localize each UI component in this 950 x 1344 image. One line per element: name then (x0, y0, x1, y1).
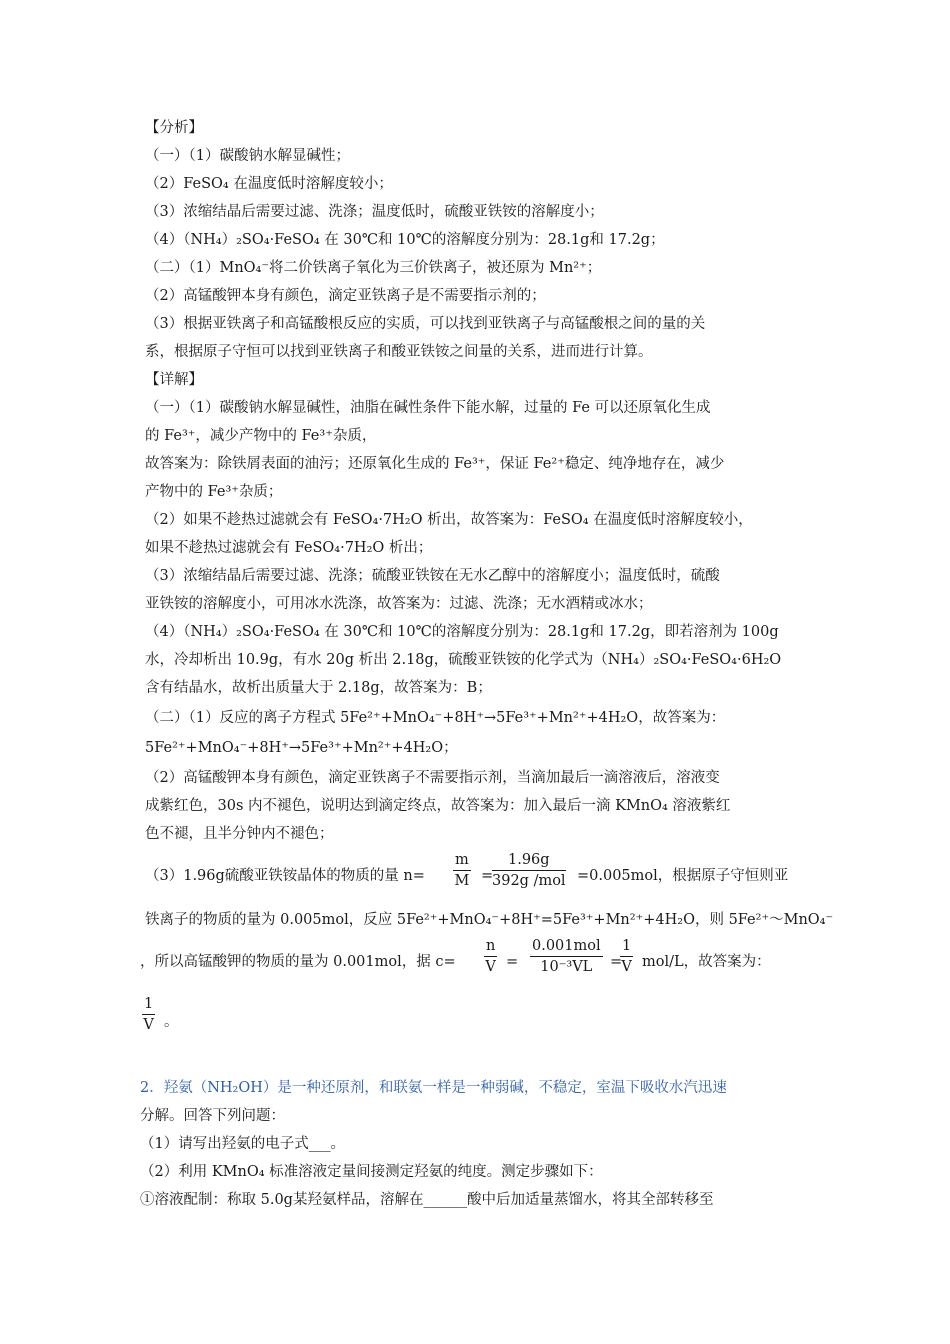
detail-line: （2）如果不趁热过滤就会有 FeSO₄·7H₂O 析出，故答案为：FeSO₄ 在温度低时溶解度较小， (145, 512, 753, 528)
analysis-line: （4）（NH₄）₂SO₄·FeSO₄ 在 30℃和 10℃的溶解度分别为：28.1g和 17.2g； (145, 232, 665, 248)
fraction-denominator: V (621, 959, 632, 975)
detail-line: （一）（1）碳酸钠水解显碱性，油脂在碱性条件下能水解，过量的 Fe 可以还原氧化生成 (145, 400, 711, 416)
question-2-line: ①溶液配制：称取 5.0g某羟氨样品，溶解在______酸中后加适量蒸馏水，将其全部转移至 (140, 1192, 714, 1208)
detail-line: mol/L，故答案为： (642, 954, 771, 970)
analysis-heading: 【分析】 (145, 120, 203, 136)
detail-line: 亚铁铵的溶解度小，可用冰水洗涤，故答案为：过滤、洗涤；无水酒精或冰水； (145, 596, 653, 612)
analysis-line: （3）根据亚铁离子和高锰酸根反应的实质，可以找到亚铁离子与高锰酸根之间的量的关 (145, 316, 706, 332)
fraction-denominator: M (454, 873, 470, 889)
detail-line: （4）（NH₄）₂SO₄·FeSO₄ 在 30℃和 10℃的溶解度分别为：28.1g和 17.2g，即若溶剂为 100g (145, 624, 779, 640)
fraction-denominator: V (485, 959, 496, 975)
analysis-line: （2）高锰酸钾本身有颜色，滴定亚铁离子是不需要指示剂的； (145, 288, 546, 304)
analysis-line: （2）FeSO₄ 在温度低时溶解度较小； (145, 176, 393, 192)
detail-line: 铁离子的物质的量为 0.005mol，反应 5Fe²⁺+MnO₄⁻+8H⁺=5Fe³⁺+Mn²⁺+4H₂O，则 5Fe²⁺～MnO₄⁻ (145, 912, 834, 928)
detail-line: （3）1.96g硫酸亚铁铵晶体的物质的量 n= (145, 868, 425, 884)
analysis-line: （二）（1）MnO₄⁻将二价铁离子氧化为三价铁离子，被还原为 Mn²⁺； (145, 260, 602, 276)
fraction-numerator: m (453, 852, 471, 871)
detail-line: （3）浓缩结晶后需要过滤、洗涤；硫酸亚铁铵在无水乙醇中的溶解度小；温度低时，硫酸 (145, 568, 720, 584)
fraction-one-over-V (620, 938, 633, 975)
fraction-numerator: 1 (142, 996, 155, 1015)
detail-line: 成紫红色，30s 内不褪色，说明达到滴定终点，故答案为：加入最后一滴 KMnO₄ 溶液紫红 (145, 798, 731, 814)
detail-line: 色不褪，且半分钟内不褪色； (145, 826, 334, 842)
fraction-denominator: 392g /mol (492, 873, 566, 889)
detail-heading: 【详解】 (145, 372, 203, 388)
detail-line: 故答案为：除铁屑表面的油污；还原氧化生成的 Fe³⁺，保证 Fe²⁺稳定、纯净地存在，减少 (145, 456, 725, 472)
equals-sign: = (506, 954, 519, 970)
equals-sign: = (481, 868, 494, 884)
equals-sign: = (610, 954, 623, 970)
question-2-line: （1）请写出羟氨的电子式___。 (140, 1136, 345, 1152)
detail-line: ，所以高锰酸钾的物质的量为 0.001mol，据 c= (140, 954, 456, 970)
fraction-numerator: 1.96g (492, 852, 566, 871)
detail-line: （2）高锰酸钾本身有颜色，滴定亚铁离子不需要指示剂，当滴加最后一滴溶液后，溶液变 (145, 770, 720, 786)
question-2-line: 分解。回答下列问题： (140, 1108, 285, 1124)
question-2-line: 2．羟氨（NH₂OH）是一种还原剂，和联氨一样是一种弱碱，不稳定，室温下吸收水汽迅速 (140, 1080, 727, 1096)
fraction-moles-over-volume (530, 938, 603, 975)
detail-line: 的 Fe³⁺，减少产物中的 Fe³⁺杂质， (145, 428, 377, 444)
detail-line: （二）（1）反应的离子方程式 5Fe²⁺+MnO₄⁻+8H⁺→5Fe³⁺+Mn²⁺+4H₂O，故答案为： (145, 710, 726, 726)
detail-line: 水，冷却析出 10.9g，有水 20g 析出 2.18g，硫酸亚铁铵的化学式为（NH₄）₂SO₄·FeSO₄·6H₂O (145, 652, 782, 668)
fraction-m-over-M (453, 852, 471, 889)
analysis-line: （3）浓缩结晶后需要过滤、洗涤；温度低时，硫酸亚铁铵的溶解度小； (145, 204, 604, 220)
fraction-answer-one-over-V (142, 996, 155, 1033)
fraction-denominator: 10⁻³VL (540, 959, 593, 975)
detail-line: 。 (164, 1014, 179, 1030)
detail-line: 5Fe²⁺+MnO₄⁻+8H⁺→5Fe³⁺+Mn²⁺+4H₂O； (145, 740, 458, 756)
analysis-line: 系，根据原子守恒可以找到亚铁离子和酸亚铁铵之间量的关系，进而进行计算。 (145, 344, 653, 360)
detail-line: 产物中的 Fe³⁺杂质； (145, 484, 283, 500)
detail-line: =0.005mol，根据原子守恒则亚 (577, 868, 789, 884)
detail-line: 含有结晶水，故析出质量大于 2.18g，故答案为：B； (145, 680, 492, 696)
detail-line: 如果不趁热过滤就会有 FeSO₄·7H₂O 析出； (145, 540, 433, 556)
fraction-denominator: V (143, 1017, 154, 1033)
fraction-numerator: 0.001mol (530, 938, 603, 957)
fraction-numerator: 1 (620, 938, 633, 957)
fraction-n-over-V (484, 938, 497, 975)
fraction-mass-over-molar-mass (492, 852, 566, 889)
question-2-line: （2）利用 KMnO₄ 标准溶液定量间接测定羟氨的纯度。测定步骤如下： (140, 1164, 603, 1180)
analysis-line: （一）（1）碳酸钠水解显碱性； (145, 148, 350, 164)
fraction-numerator: n (484, 938, 497, 957)
